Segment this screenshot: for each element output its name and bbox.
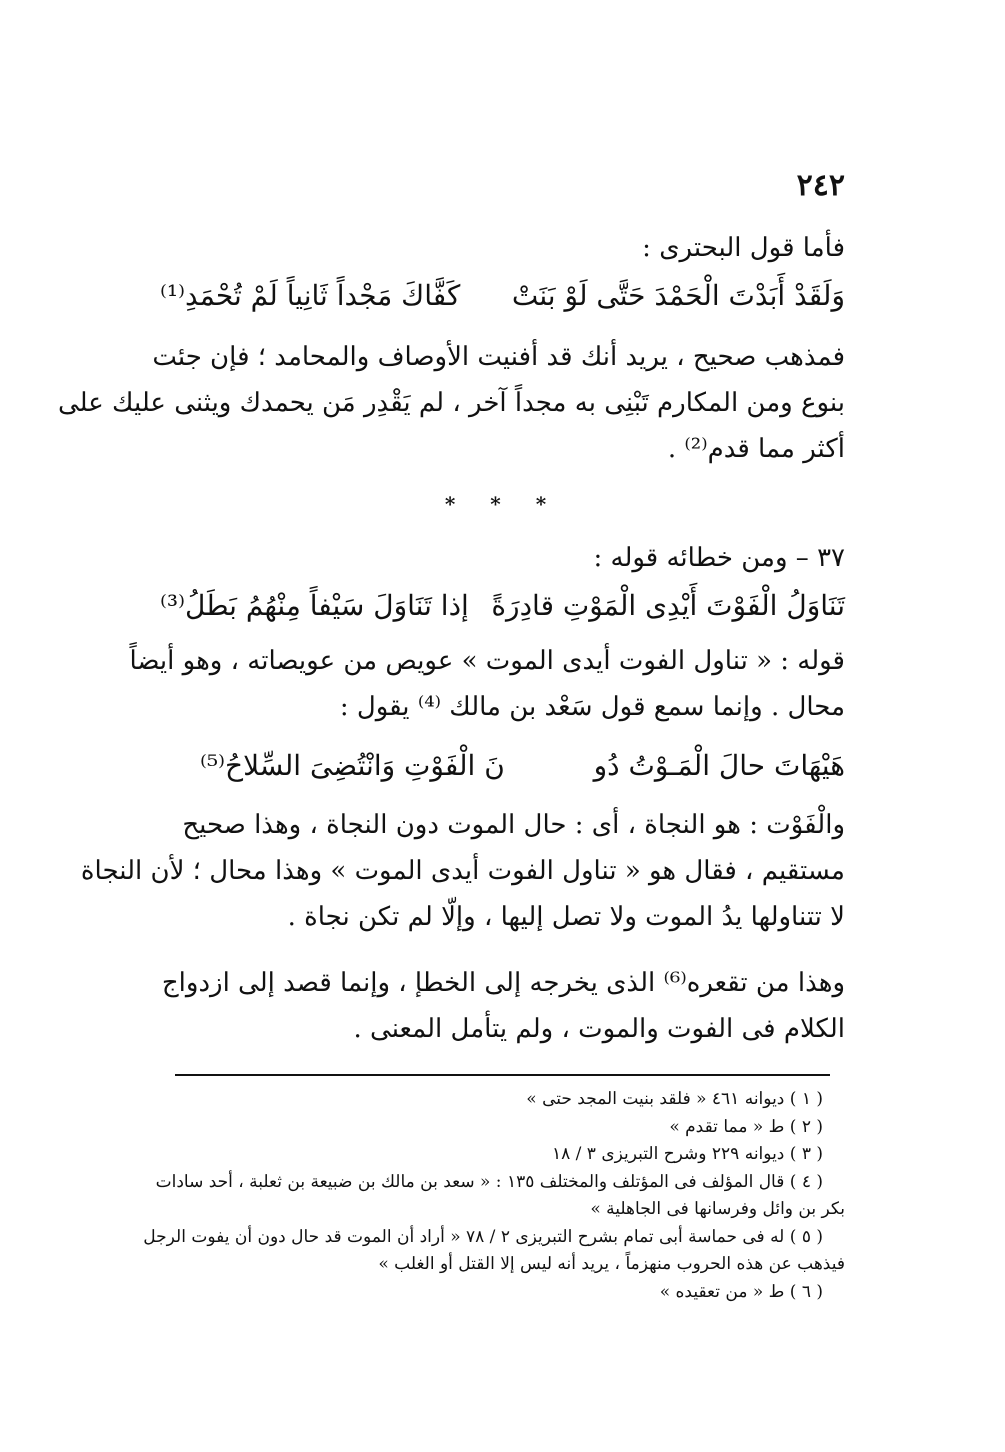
footnote-divider <box>175 1074 830 1076</box>
section2-commentary-a <box>129 638 845 730</box>
intro-line: فأما قول البحترى : <box>642 233 845 263</box>
verse-second-hemistich: إذا تَنَاوَلَ سَيْفاً مِنْهُمُ بَطَلُ⁽³⁾ <box>160 588 469 622</box>
footnote-4: ( ٤ ) قال المؤلف فى المؤتلف والمختلف ١٣٥ : « سعد بن مالك بن ضبيعة بن ثعلبة ، أحد سادات <box>155 1171 823 1192</box>
paragraph-line: وهذا من تقعره⁽⁶⁾ الذى يخرجه إلى الخطإ ، وإنما قصد إلى ازدواج <box>161 968 845 998</box>
verse-first-hemistich: هَيْهَاتَ حالَ الْمَـوْتُ دُو <box>593 748 845 782</box>
verse-first-hemistich: وَلَقَدْ أَبَدْتَ الْحَمْدَ حَتَّى لَوْ بَنَتْ <box>511 278 845 312</box>
paragraph-line: والْفَوْت : هو النجاة ، أى : حال الموت دون النجاة ، وهذا صحيح <box>182 810 845 840</box>
verse-tanawal <box>160 582 845 628</box>
section1-intro <box>160 225 845 271</box>
heading-line: ٣٧ – ومن خطائه قوله : <box>593 543 845 573</box>
footnote-2: ( ٢ ) ط « مما تقدم » <box>669 1116 823 1137</box>
verse-second-hemistich: نَ الْفَوْتِ وَانْتُضِىَ السِّلاحُ⁽⁵⁾ <box>200 748 505 782</box>
paragraph-line: الكلام فى الفوت والموت ، ولم يتأمل المعنى . <box>353 1014 845 1044</box>
paragraph-line: أكثر مما قدم⁽²⁾ . <box>667 434 845 464</box>
section2-heading <box>160 535 845 581</box>
verse-second-hemistich: كَفَّاكَ مَجْداً ثَانِياً لَمْ تُحْمَدِ⁽¹⁾ <box>160 278 461 312</box>
footnote-5: ( ٥ ) له فى حماسة أبى تمام بشرح التبريزى ٢ / ٧٨ « أراد أن الموت قد حال دون أن يفوت الرجل <box>143 1226 823 1247</box>
paragraph-line: قوله : « تناول الفوت أيدى الموت » عويص من عويصاته ، وهو أيضاً <box>129 646 845 676</box>
section2-commentary-b <box>80 802 845 940</box>
verse-first-hemistich: تَنَاوَلُ الْفَوْتَ أَيْدِى الْمَوْتِ قادِرَةً <box>491 588 845 622</box>
footnote-1: ( ١ ) ديوانه ٤٦١ « فلقد بنيت المجد حتى » <box>526 1089 823 1109</box>
paragraph-line: محال . وإنما سمع قول سَعْد بن مالك ⁽⁴⁾ يقول : <box>339 692 845 722</box>
section2-commentary-c <box>160 960 845 1052</box>
paragraph-line: مستقيم ، فقال هو « تناول الفوت أيدى الموت » وهذا محال ؛ لأن النجاة <box>80 856 845 886</box>
footnote-6: ( ٦ ) ط « من تعقيده » <box>659 1281 823 1302</box>
footnote-5-continued: فيذهب عن هذه الحروب منهزماً ، يريد أنه ليس إلا القتل أو الغلب » <box>378 1254 845 1274</box>
section-separator: * * * <box>444 492 561 516</box>
footnotes <box>143 1086 845 1306</box>
verse-saad <box>180 742 845 788</box>
paragraph-line: لا تتناولها يدُ الموت ولا تصل إليها ، وإلّا لم تكن نجاة . <box>287 902 845 932</box>
footnote-4-continued: بكر بن وائل وفرسانها فى الجاهلية » <box>590 1199 845 1219</box>
page-number: ٢٤٢ <box>796 168 845 203</box>
paragraph-line: بنوع ومن المكارم تَبْنِى به مجداً آخر ، لم يَقْدِر مَن يحمدك ويثنى عليك على <box>58 388 845 418</box>
footnote-3: ( ٣ ) ديوانه ٢٢٩ وشرح التبريزى ٣ / ١٨ <box>551 1144 823 1164</box>
paragraph-line: فمذهب صحيح ، يريد أنك قد أفنيت الأوصاف والمحامد ؛ فإن جئت <box>152 342 845 372</box>
verse-buhturi <box>160 272 845 318</box>
section1-commentary <box>58 334 845 472</box>
